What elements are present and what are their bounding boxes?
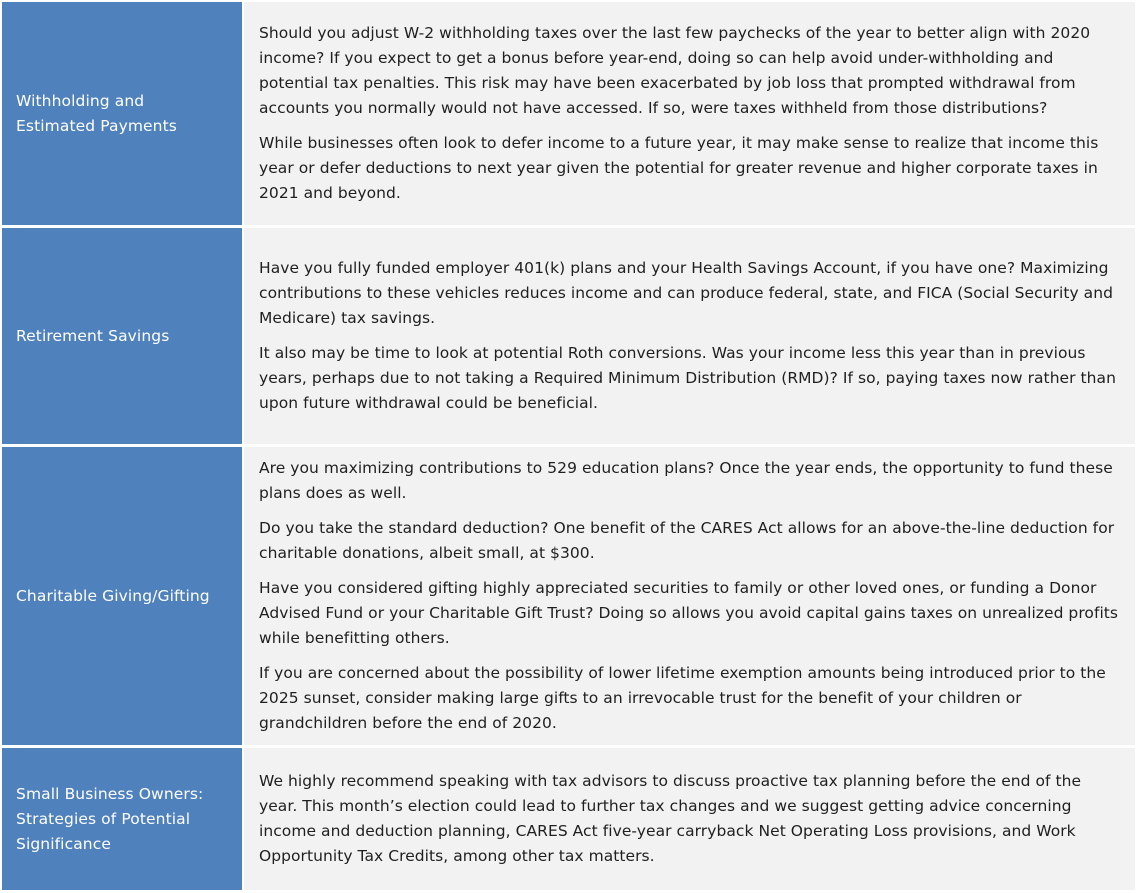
paragraph: Have you fully funded employer 401(k) plans and your Health Savings Account, if you have one? Maximizing contributions to these vehicles reduces income and can produce federal, state, and FICA (Social Security and Medicare) tax savings. bbox=[259, 259, 1113, 327]
paragraph: If you are concerned about the possibility of lower lifetime exemption amounts being introduced prior to the 2025 sunset, consider making large gifts to an irrevocable trust for the benefit of your children or grandchildren before the end of 2020. bbox=[259, 664, 1106, 732]
table-row bbox=[0, 2, 1137, 225]
row-label: Small Business Owners: Strategies of Potential Significance bbox=[16, 784, 204, 853]
row-label-cell bbox=[2, 748, 242, 890]
paragraph: Have you considered gifting highly appreciated securities to family or other loved ones, or funding a Donor Advised Fund or your Charitable Gift Trust? Doing so allows you avoid capital gains taxes on unrealized profits while benefitting others. bbox=[259, 579, 1119, 647]
paragraph: While businesses often look to defer income to a future year, it may make sense to realize that income this year or defer deductions to next year given the potential for greater revenue and higher corporate taxes in 2021 and beyond. bbox=[259, 134, 1099, 202]
row-content-cell bbox=[244, 748, 1135, 890]
table-row bbox=[0, 447, 1137, 745]
row-label-cell bbox=[2, 447, 242, 745]
row-label-cell bbox=[2, 2, 242, 225]
paragraph: We highly recommend speaking with tax advisors to discuss proactive tax planning before the end of the year. This month’s election could lead to further tax changes and we suggest getting advice concerning income and deduction planning, CARES Act five-year carryback Net Operating Loss provisions, and Work Opportunity Tax Credits, among other tax matters. bbox=[259, 772, 1082, 865]
table-row bbox=[0, 748, 1137, 890]
row-label: Charitable Giving/Gifting bbox=[16, 586, 210, 605]
paragraph: It also may be time to look at potential Roth conversions. Was your income less this year than in previous years, perhaps due to not taking a Required Minimum Distribution (RMD)? If so, paying taxes now rather than upon future withdrawal could be beneficial. bbox=[259, 344, 1116, 412]
row-content-cell bbox=[244, 447, 1135, 745]
paragraph: Should you adjust W-2 withholding taxes over the last few paychecks of the year to better align with 2020 income? If you expect to get a bonus before year-end, doing so can help avoid under-withholding and potential tax penalties. This risk may have been exacerbated by job loss that prompted withdrawal from accounts you normally would not have accessed. If so, were taxes withheld from those distributions? bbox=[259, 24, 1091, 117]
row-label: Withholding and Estimated Payments bbox=[16, 91, 177, 135]
row-label-cell bbox=[2, 228, 242, 444]
paragraph: Do you take the standard deduction? One benefit of the CARES Act allows for an above-the-line deduction for charitable donations, albeit small, at $300. bbox=[259, 519, 1115, 562]
paragraph: Are you maximizing contributions to 529 education plans? Once the year ends, the opportunity to fund these plans does as well. bbox=[259, 459, 1113, 502]
table-row bbox=[0, 228, 1137, 444]
row-content-cell bbox=[244, 2, 1135, 225]
row-content-cell bbox=[244, 228, 1135, 444]
row-label: Retirement Savings bbox=[16, 326, 170, 345]
